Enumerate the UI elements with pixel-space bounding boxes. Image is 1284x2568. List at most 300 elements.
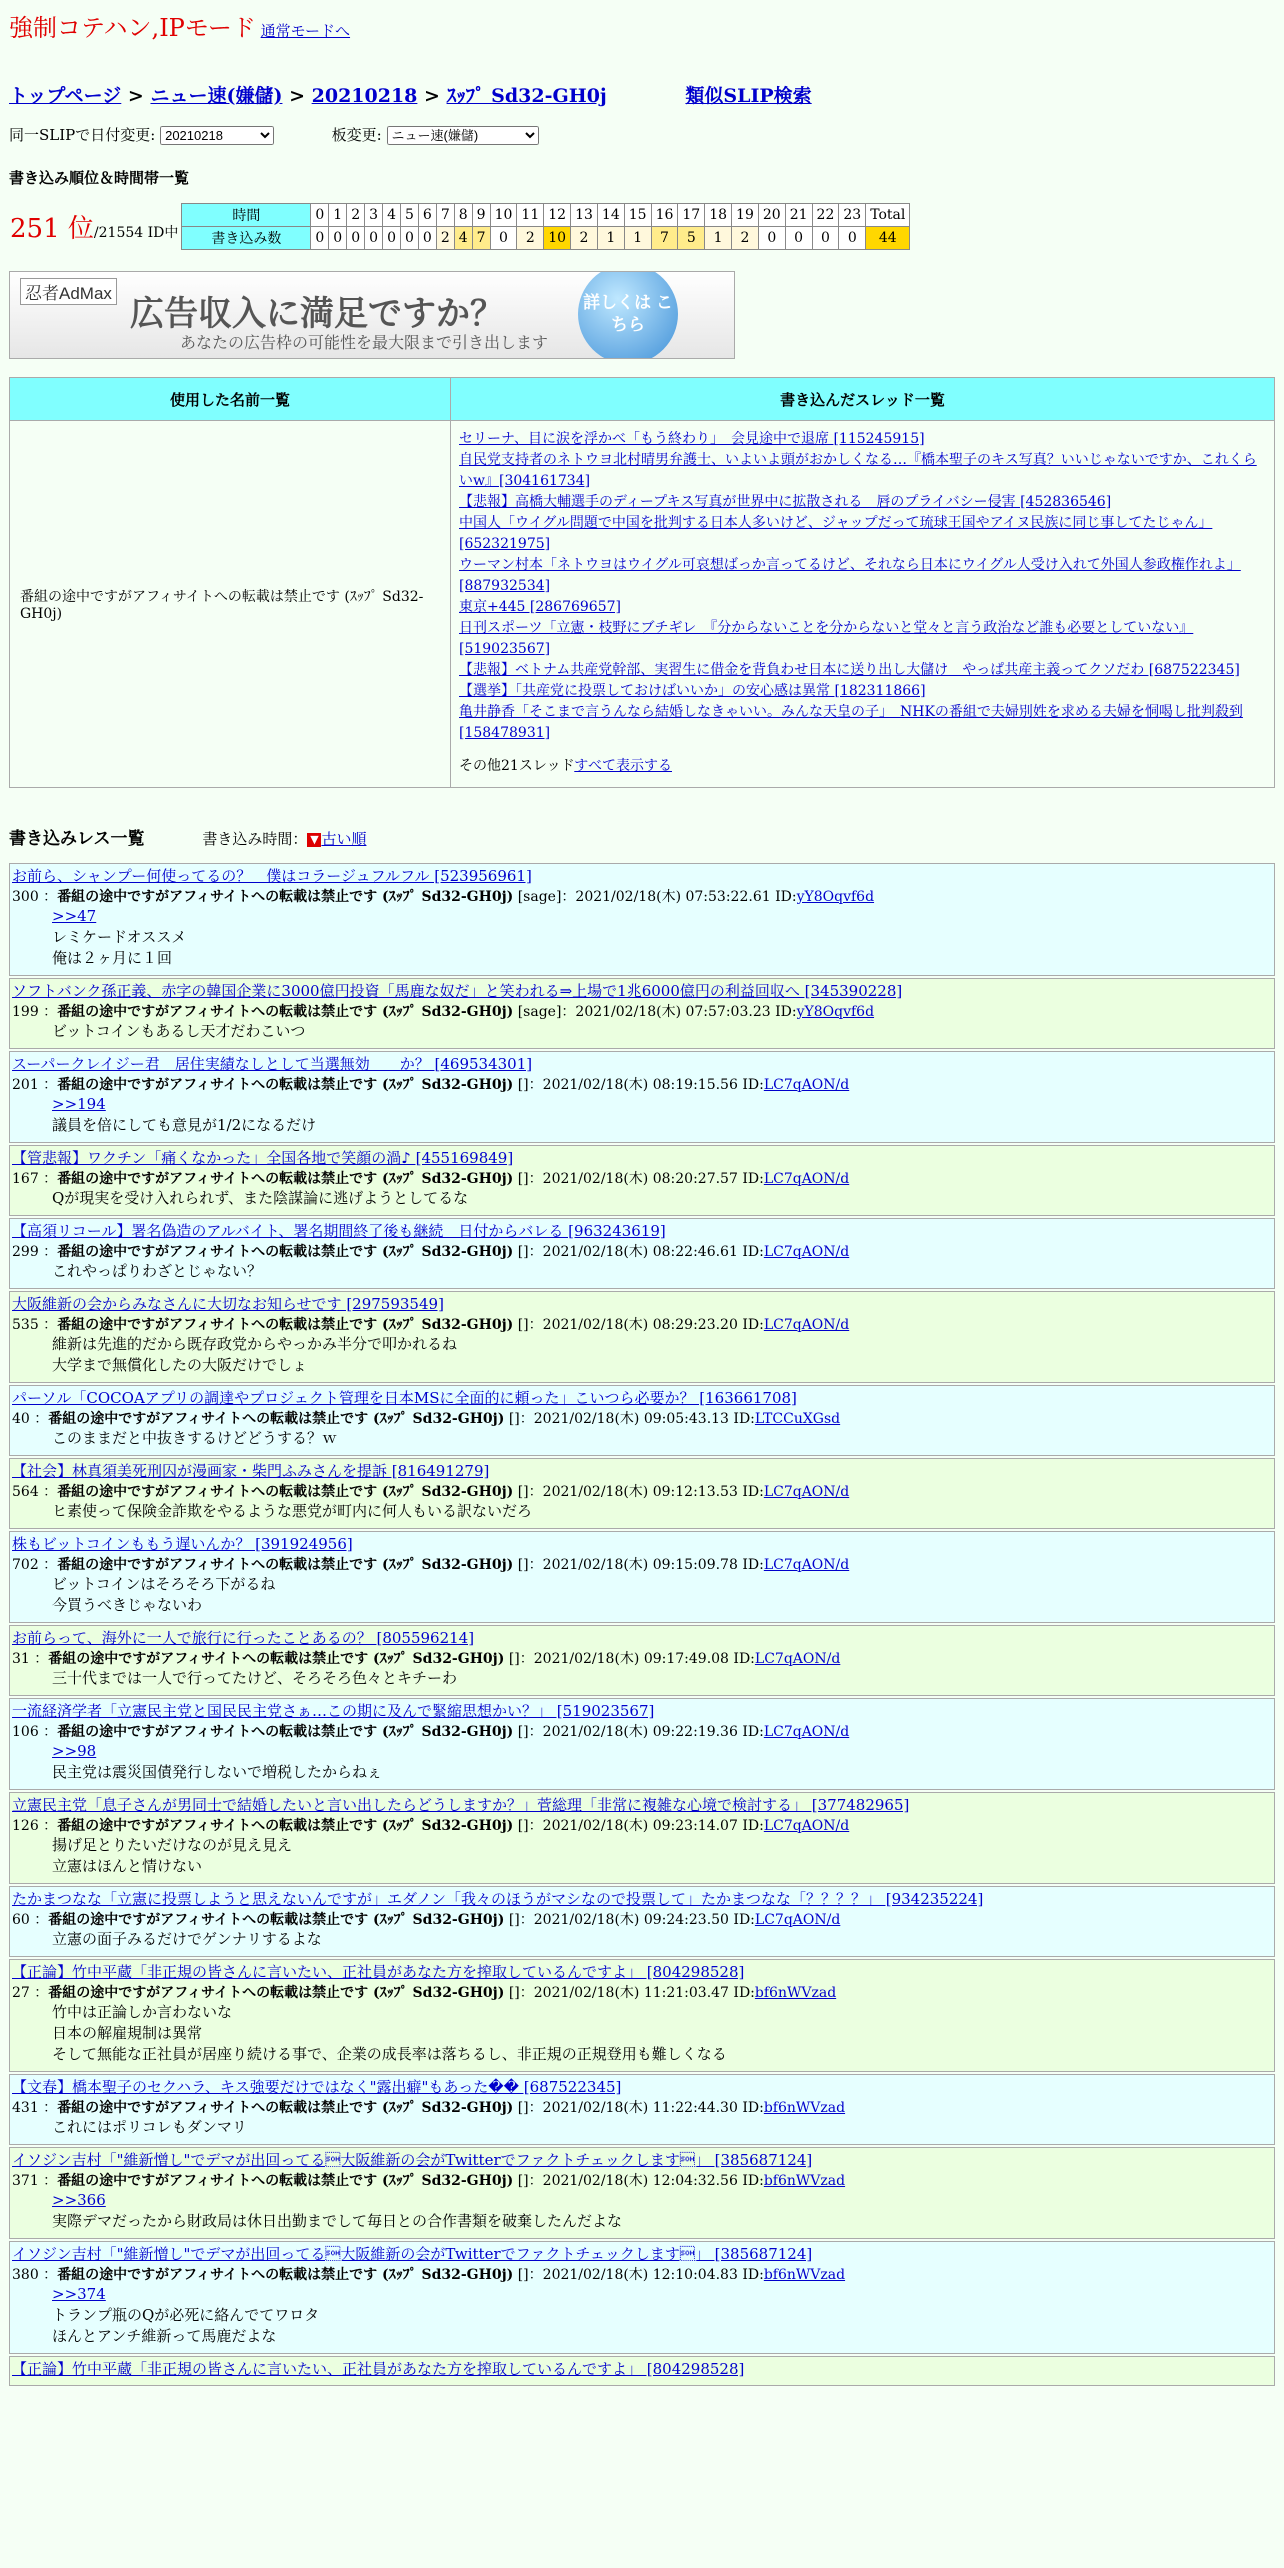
count-cell: 0 [758, 227, 785, 250]
post-item [9, 2147, 1275, 2239]
post-meta: 702 ：番組の途中ですがアフィサイトへの転載は禁止です (ｽｯﾌﾟ Sd32-GH0j) []：2021/02/18(木) 09:15:09.78 ID:LC7qAON/d [12, 1557, 850, 1573]
hourly-table [181, 203, 910, 250]
post-id-label: ID: [742, 1317, 764, 1333]
board-select-label: 板変更: [331, 126, 382, 144]
post-line: レミケードオススメ [52, 928, 187, 946]
show-all-threads-link[interactable]: すべて表示する [574, 758, 672, 774]
post-item [9, 2241, 1275, 2354]
hour-cell: 1 [329, 204, 347, 227]
post-number: 535 [12, 1317, 39, 1333]
post-date: 2021/02/18(木) 09:24:23.50 [533, 1912, 729, 1928]
post-body [12, 2284, 1272, 2347]
ad-subline: あなたの広告枠の可能性を最大限まで引き出します [180, 335, 549, 352]
hour-cell: 7 [436, 204, 454, 227]
breadcrumb-date[interactable]: 20210218 [311, 85, 418, 107]
post-author: 番組の途中ですがアフィサイトへの転載は禁止です (ｽｯﾌﾟ Sd32-GH0j) [48, 1912, 505, 1928]
count-cell: 1 [597, 227, 624, 250]
post-meta: 371 ：番組の途中ですがアフィサイトへの転載は禁止です (ｽｯﾌﾟ Sd32-GH0j) []：2021/02/18(木) 12:04:32.56 ID:bf6nWVzad [12, 2173, 846, 2189]
post-line: ヒ素使って保険金詐欺をやるような悪党が町内に何人もいる訳ないだろ [52, 1502, 533, 1520]
count-cell: 0 [812, 227, 839, 250]
post-id-link[interactable]: yY8Oqvf6d [796, 889, 875, 905]
post-number: 199 [12, 1004, 39, 1020]
post-id-link[interactable]: LC7qAON/d [763, 1171, 850, 1187]
post-id-label: ID: [775, 1004, 797, 1020]
post-item [9, 2074, 1275, 2145]
post-id-label: ID: [742, 1244, 764, 1260]
post-mail: [] [517, 1724, 529, 1740]
post-line: 三十代までは一人で行ってたけど、そろそろ色々とキチーわ [52, 1669, 458, 1687]
post-body [12, 2002, 1272, 2065]
count-cell: 0 [329, 227, 347, 250]
post-id-link[interactable]: LTCCuXGsd [754, 1411, 841, 1427]
post-meta: 60 ：番組の途中ですがアフィサイトへの転載は禁止です (ｽｯﾌﾟ Sd32-GH0j) []：2021/02/18(木) 09:24:23.50 ID:LC7qAON/d [12, 1912, 841, 1928]
breadcrumb-sep: > [289, 85, 305, 107]
post-meta: 380 ：番組の途中ですがアフィサイトへの転載は禁止です (ｽｯﾌﾟ Sd32-GH0j) []：2021/02/18(木) 12:10:04.83 ID:bf6nWVzad [12, 2267, 846, 2283]
post-id-label: ID: [742, 1818, 764, 1834]
post-author: 番組の途中ですがアフィサイトへの転載は禁止です (ｽｯﾌﾟ Sd32-GH0j) [57, 1077, 514, 1093]
ad-details-badge[interactable]: 詳しくは こちら [578, 271, 678, 359]
post-item [9, 1291, 1275, 1383]
hour-cell: 0 [311, 204, 329, 227]
reply-anchor-link[interactable]: >>47 [52, 907, 97, 925]
post-meta: 201 ：番組の途中ですがアフィサイトへの転載は禁止です (ｽｯﾌﾟ Sd32-GH0j) []：2021/02/18(木) 08:19:15.56 ID:LC7qAON/d [12, 1077, 850, 1093]
post-meta: 126 ：番組の途中ですがアフィサイトへの転載は禁止です (ｽｯﾌﾟ Sd32-GH0j) []：2021/02/18(木) 09:23:14.07 ID:LC7qAON/d [12, 1818, 850, 1834]
post-mail: [] [517, 2267, 529, 2283]
post-body [12, 1188, 1272, 1209]
post-list [9, 863, 1275, 2386]
post-thread-link[interactable]: 【管悲報】ワクチン「痛くなかった」全国各地で笑顔の渦♪ [455169849] [12, 1149, 514, 1167]
thread-link[interactable]: 中国人「ウイグル問題で中国を批判する日本人多いけど、ジャップだって琉球王国やアイヌ民族に同じ事してたじゃん」 [652321975] [459, 515, 1213, 552]
post-line: これやっぱりわざとじゃない？ [52, 1262, 263, 1280]
post-item [9, 2356, 1275, 2386]
hour-cell: 21 [785, 204, 812, 227]
post-id-label: ID: [733, 1912, 755, 1928]
breadcrumb [9, 81, 1275, 108]
thread-link[interactable]: 【悲報】ベトナム共産党幹部、実習生に借金を背負わせ日本に送り出し大儲け やっぱ共産主義ってクソだわ [687522345] [459, 662, 1240, 678]
post-id-label: ID: [742, 1557, 764, 1573]
post-time-label: 書き込み時間： [202, 830, 308, 848]
post-id-link[interactable]: LC7qAON/d [754, 1912, 841, 1928]
count-cell: 0 [785, 227, 812, 250]
rank-total: /21554 ID中 [93, 225, 179, 241]
post-body [12, 2190, 1272, 2232]
count-cell: 2 [517, 227, 544, 250]
post-id-link[interactable]: bf6nWVzad [763, 2100, 846, 2116]
post-meta: 31 ：番組の途中ですがアフィサイトへの転載は禁止です (ｽｯﾌﾟ Sd32-GH0j) []：2021/02/18(木) 09:17:49.08 ID:LC7qAON/d [12, 1651, 841, 1667]
thread-link[interactable]: 【選挙】「共産党に投票しておけばいいか」の安心感は異常 [182311866] [459, 683, 926, 699]
post-line: ビットコインもあるし天才だわこいつ [52, 1022, 306, 1040]
thread-link[interactable]: 日刊スポーツ「立憲・枝野にブチギレ 『分からないことを分からないと堂々と言う政治など誰も必要としていない』 [519023567] [459, 620, 1194, 657]
hour-cell: 22 [812, 204, 839, 227]
post-number: 371 [12, 2173, 39, 2189]
post-item [9, 1625, 1275, 1696]
post-item [9, 1051, 1275, 1143]
hour-cell: Total [866, 204, 910, 227]
post-thread-link[interactable]: 一流経済学者「立憲民主党と国民民主党さぁ…この期に及んで緊縮思想かい？」 [519023567] [12, 1702, 655, 1720]
post-number: 40 [12, 1411, 30, 1427]
board-select[interactable] [387, 126, 539, 145]
post-author: 番組の途中ですがアフィサイトへの転載は禁止です (ｽｯﾌﾟ Sd32-GH0j) [48, 1411, 505, 1427]
post-id-label: ID: [742, 1171, 764, 1187]
oldest-first-link[interactable]: 古い順 [321, 830, 367, 848]
post-author: 番組の途中ですがアフィサイトへの転載は禁止です (ｽｯﾌﾟ Sd32-GH0j) [57, 2173, 514, 2189]
post-line: そして無能な正社員が居座り続ける事で、企業の成長率は落ちるし、非正規の正規登用も難しくなる [52, 2045, 727, 2063]
post-mail: [] [517, 1171, 529, 1187]
post-id-link[interactable]: LC7qAON/d [763, 1484, 850, 1500]
post-item [9, 863, 1275, 976]
similar-slip-search-link[interactable]: 類似SLIP検索 [685, 85, 812, 107]
post-id-link[interactable]: LC7qAON/d [763, 1557, 850, 1573]
post-id-link[interactable]: bf6nWVzad [763, 2173, 846, 2189]
reply-anchor-link[interactable]: >>98 [52, 1742, 97, 1760]
post-mail: [] [517, 2100, 529, 2116]
post-number: 564 [12, 1484, 39, 1500]
reply-anchor-link[interactable]: >>366 [52, 2191, 106, 2209]
post-number: 60 [12, 1912, 30, 1928]
post-author: 番組の途中ですがアフィサイトへの転載は禁止です (ｽｯﾌﾟ Sd32-GH0j) [57, 1317, 514, 1333]
time-label: 時間 [182, 204, 311, 227]
post-body [12, 1334, 1272, 1376]
post-item [9, 1698, 1275, 1790]
post-date: 2021/02/18(木) 09:15:09.78 [542, 1557, 738, 1573]
post-mail: [] [508, 1985, 520, 2001]
post-line: 民主党は震災国債発行しないで増税したからねぇ [52, 1763, 383, 1781]
post-mail: [] [517, 1077, 529, 1093]
post-id-label: ID: [742, 2100, 764, 2116]
post-meta: 167 ：番組の途中ですがアフィサイトへの転載は禁止です (ｽｯﾌﾟ Sd32-GH0j) []：2021/02/18(木) 08:20:27.57 ID:LC7qAON/d [12, 1171, 850, 1187]
post-id-link[interactable]: yY8Oqvf6d [796, 1004, 875, 1020]
post-meta: 564 ：番組の途中ですがアフィサイトへの転載は禁止です (ｽｯﾌﾟ Sd32-GH0j) []：2021/02/18(木) 09:12:13.53 ID:LC7qAON/d [12, 1484, 850, 1500]
mode-header [9, 8, 1275, 43]
post-mail: [] [517, 1818, 529, 1834]
post-item [9, 1145, 1275, 1216]
post-thread-link[interactable]: パーソル「COCOAアプリの調達やプロジェクト管理を日本MSに全面的に頼った」こいつら必要か？ [163661708] [12, 1389, 797, 1407]
count-cell: 2 [732, 227, 759, 250]
post-item [9, 1218, 1275, 1289]
post-body [12, 1574, 1272, 1616]
hour-cell: 15 [624, 204, 651, 227]
post-body [12, 1835, 1272, 1877]
post-mail: [] [517, 2173, 529, 2189]
hour-cell: 12 [544, 204, 571, 227]
count-cell: 2 [571, 227, 598, 250]
thread-link[interactable]: 亀井静香「そこまで言うんなら結婚しなきゃいい。みんな天皇の子」 NHKの番組で夫婦別姓を求める夫婦を恫喝し批判殺到 [158478931] [459, 704, 1243, 741]
post-id-label: ID: [733, 1411, 755, 1427]
post-thread-link[interactable]: イソジン吉村「"維新憎し"でデマが出回ってる大阪維新の会がTwitterでファクトチェックします」 [385687124] [12, 2245, 813, 2263]
posts-title: 書き込みレス一覧 [9, 829, 145, 849]
mode-title: 強制コテハン,IPモード [9, 14, 256, 42]
count-cell: 4 [454, 227, 472, 250]
post-number: 299 [12, 1244, 39, 1260]
post-item [9, 1792, 1275, 1884]
count-cell: 0 [490, 227, 517, 250]
post-meta: 40 ：番組の途中ですがアフィサイトへの転載は禁止です (ｽｯﾌﾟ Sd32-GH0j) []：2021/02/18(木) 09:05:43.13 ID:LTCCuXGsd [12, 1411, 841, 1427]
ad-headline: 広告収入に満足ですか？ [130, 295, 504, 333]
post-line: 揚げ足とりたいだけなのが見え見え [52, 1836, 293, 1854]
count-cell: 0 [365, 227, 383, 250]
count-cell: 0 [311, 227, 329, 250]
post-id-link[interactable]: LC7qAON/d [763, 1317, 850, 1333]
post-id-label: ID: [742, 1724, 764, 1740]
thread-link[interactable]: ウーマン村本「ネトウヨはウイグル可哀想ばっか言ってるけど、それなら日本にウイグル人受け入れて外国人参政権作れよ」 [887932534] [459, 557, 1241, 594]
count-cell: 0 [839, 227, 866, 250]
hour-cell: 23 [839, 204, 866, 227]
post-body [12, 1428, 1272, 1449]
post-date: 2021/02/18(木) 12:10:04.83 [542, 2267, 738, 2283]
post-order [202, 830, 366, 848]
post-meta: 199 ：番組の途中ですがアフィサイトへの転載は禁止です (ｽｯﾌﾟ Sd32-GH0j) [sage]：2021/02/18(木) 07:57:03.23 ID:yY8Oqvf6d [12, 1004, 875, 1020]
hour-cell: 18 [705, 204, 732, 227]
post-line: 議員を倍にしても意見が1/2になるだけ [52, 1116, 317, 1134]
thread-link[interactable]: 【悲報】高橋大輔選手のディープキス写真が世界中に拡散される 唇のプライバシー侵害 [452836546] [459, 494, 1112, 510]
post-line: 今買うべきじゃないわ [52, 1596, 203, 1614]
post-date: 2021/02/18(木) 12:04:32.56 [542, 2173, 738, 2189]
post-date: 2021/02/18(木) 09:22:19.36 [542, 1724, 738, 1740]
post-author: 番組の途中ですがアフィサイトへの転載は禁止です (ｽｯﾌﾟ Sd32-GH0j) [57, 1484, 514, 1500]
post-thread-link[interactable]: 立憲民主党「息子さんが男同士で結婚したいと言い出したらどうしますか？」菅総理「非常に複雑な心境で検討する」 [377482965] [12, 1796, 910, 1814]
post-line: 立憲はほんと情けない [52, 1857, 203, 1875]
post-thread-link[interactable]: お前らって、海外に一人で旅行に行ったことあるの？ [805596214] [12, 1629, 475, 1647]
post-mail: [sage] [517, 1004, 562, 1020]
post-mail: [] [517, 1317, 529, 1333]
other-threads-count: その他21スレッド [459, 758, 575, 774]
post-thread-link[interactable]: お前ら、シャンプー何使ってるの？ 僕はコラージュフルフル [523956961] [12, 867, 532, 885]
post-date: 2021/02/18(木) 09:12:13.53 [542, 1484, 738, 1500]
post-thread-link[interactable]: イソジン吉村「"維新憎し"でデマが出回ってる大阪維新の会がTwitterでファクトチェックします」 [385687124] [12, 2151, 813, 2169]
post-meta: 106 ：番組の途中ですがアフィサイトへの転載は禁止です (ｽｯﾌﾟ Sd32-GH0j) []：2021/02/18(木) 09:22:19.36 ID:LC7qAON/d [12, 1724, 850, 1740]
hour-cell: 19 [732, 204, 759, 227]
post-body [12, 1261, 1272, 1282]
other-threads [459, 756, 1266, 777]
post-date: 2021/02/18(木) 07:53:22.61 [575, 889, 771, 905]
post-meta: 431 ：番組の途中ですがアフィサイトへの転載は禁止です (ｽｯﾌﾟ Sd32-GH0j) []：2021/02/18(木) 11:22:44.30 ID:bf6nWVzad [12, 2100, 846, 2116]
post-id-link[interactable]: LC7qAON/d [763, 1818, 850, 1834]
post-body [12, 1741, 1272, 1783]
post-date: 2021/02/18(木) 08:19:15.56 [542, 1077, 738, 1093]
breadcrumb-sep: > [127, 85, 144, 107]
post-item [9, 978, 1275, 1049]
post-item [9, 1886, 1275, 1957]
thread-link[interactable]: 東京+445 [286769657] [459, 599, 621, 615]
hour-cell: 2 [347, 204, 365, 227]
thread-list [451, 421, 1275, 788]
post-id-link[interactable]: LC7qAON/d [763, 1244, 850, 1260]
post-line: Qが現実を受け入れられず、また陰謀論に逃げようとしてるな [52, 1189, 469, 1207]
names-threads-table [9, 377, 1275, 788]
hour-cell: 11 [517, 204, 544, 227]
sort-down-icon: ▼ [307, 833, 321, 847]
post-thread-link[interactable]: 【正論】竹中平蔵「非正規の皆さんに言いたい、正社員があなた方を搾取しているんですよ」 [804298528] [12, 1963, 745, 1981]
post-thread-link[interactable]: 【文春】橋本聖子のセクハラ、キス強要だけではなく"露出癖"もあった�� [687522345] [12, 2078, 622, 2096]
post-id-label: ID: [742, 2173, 764, 2189]
post-thread-link[interactable]: ソフトバンク孫正義、赤字の韓国企業に3000億円投資「馬鹿な奴だ」と笑われる⇒上場で1兆6000億円の利益回収へ [345390228] [12, 982, 903, 1000]
post-date: 2021/02/18(木) 08:29:23.20 [542, 1317, 738, 1333]
post-author: 番組の途中ですがアフィサイトへの転載は禁止です (ｽｯﾌﾟ Sd32-GH0j) [57, 2100, 514, 2116]
post-id-label: ID: [733, 1985, 755, 2001]
post-item [9, 1385, 1275, 1456]
post-date: 2021/02/18(木) 11:21:03.47 [533, 1985, 729, 2001]
post-item [9, 1458, 1275, 1529]
selector-row [9, 124, 1275, 145]
count-total: 44 [866, 227, 910, 250]
post-id-link[interactable]: bf6nWVzad [763, 2267, 846, 2283]
post-author: 番組の途中ですがアフィサイトへの転載は禁止です (ｽｯﾌﾟ Sd32-GH0j) [57, 1724, 514, 1740]
post-author: 番組の途中ですがアフィサイトへの転載は禁止です (ｽｯﾌﾟ Sd32-GH0j) [48, 1651, 505, 1667]
hour-cell: 16 [651, 204, 678, 227]
post-author: 番組の途中ですがアフィサイトへの転載は禁止です (ｽｯﾌﾟ Sd32-GH0j) [57, 1557, 514, 1573]
post-number: 702 [12, 1557, 39, 1573]
post-line: 実際デマだったから財政局は休日出勤までして毎日との合作書類を破棄したんだよな [52, 2212, 623, 2230]
post-author: 番組の途中ですがアフィサイトへの転載は禁止です (ｽｯﾌﾟ Sd32-GH0j) [57, 1244, 514, 1260]
post-thread-link[interactable]: 【正論】竹中平蔵「非正規の皆さんに言いたい、正社員があなた方を搾取しているんですよ」 [804298528] [12, 2360, 745, 2378]
post-mail: [] [517, 1484, 529, 1500]
post-number: 201 [12, 1077, 39, 1093]
hour-cell: 17 [678, 204, 705, 227]
post-id-link[interactable]: LC7qAON/d [763, 1077, 850, 1093]
post-id-label: ID: [742, 1077, 764, 1093]
breadcrumb-slip[interactable]: ｽｯﾌﾟ Sd32-GH0j [446, 85, 607, 107]
post-body [12, 1021, 1272, 1042]
post-meta: 299 ：番組の途中ですがアフィサイトへの転載は禁止です (ｽｯﾌﾟ Sd32-GH0j) []：2021/02/18(木) 08:22:46.61 ID:LC7qAON/d [12, 1244, 850, 1260]
post-line: 立憲の面子みるだけでゲンナリするよな [52, 1930, 322, 1948]
post-id-label: ID: [733, 1651, 755, 1667]
post-author: 番組の途中ですがアフィサイトへの転載は禁止です (ｽｯﾌﾟ Sd32-GH0j) [48, 1985, 505, 2001]
post-line: 大学まで無償化したの大阪だけでしょ [52, 1356, 308, 1374]
hour-cell: 14 [597, 204, 624, 227]
post-id-link[interactable]: LC7qAON/d [763, 1724, 850, 1740]
post-thread-link[interactable]: スーパークレイジー君 居住実績なしとして当選無効 か？ [469534301] [12, 1055, 533, 1073]
date-select[interactable] [160, 126, 274, 145]
count-cell: 0 [418, 227, 436, 250]
used-name: 番組の途中ですがアフィサイトへの転載は禁止です (ｽｯﾌﾟ Sd32-GH0j) [10, 421, 451, 788]
names-column-header: 使用した名前一覧 [10, 378, 451, 421]
post-mail: [] [508, 1411, 520, 1427]
hour-cell: 13 [571, 204, 598, 227]
post-thread-link[interactable]: 【高須リコール】署名偽造のアルバイト、署名期間終了後も継続 日付からバレる [963243619] [12, 1222, 666, 1240]
post-number: 126 [12, 1818, 39, 1834]
count-cell: 2 [436, 227, 454, 250]
post-body [12, 1501, 1272, 1522]
post-author: 番組の途中ですがアフィサイトへの転載は禁止です (ｽｯﾌﾟ Sd32-GH0j) [57, 1171, 514, 1187]
post-author: 番組の途中ですがアフィサイトへの転載は禁止です (ｽｯﾌﾟ Sd32-GH0j) [57, 1818, 514, 1834]
post-thread-link[interactable]: 株もビットコインももう遅いんか？ [391924956] [12, 1535, 353, 1553]
post-mail: [] [508, 1651, 520, 1667]
post-meta: 27 ：番組の途中ですがアフィサイトへの転載は禁止です (ｽｯﾌﾟ Sd32-GH0j) []：2021/02/18(木) 11:21:03.47 ID:bf6nWVzad [12, 1985, 837, 2001]
thread-link[interactable]: セリーナ、目に涙を浮かべ「もう終わり」 会見途中で退席 [115245915] [459, 431, 925, 447]
post-date: 2021/02/18(木) 09:17:49.08 [533, 1651, 729, 1667]
ad-logo: 忍者AdMax [20, 278, 117, 305]
post-body [12, 1929, 1272, 1950]
count-cell: 7 [651, 227, 678, 250]
threads-column-header: 書き込んだスレッド一覧 [451, 378, 1275, 421]
post-date: 2021/02/18(木) 08:22:46.61 [542, 1244, 738, 1260]
post-id-label: ID: [775, 889, 797, 905]
posts-header [9, 824, 1275, 849]
reply-anchor-link[interactable]: >>374 [52, 2285, 106, 2303]
post-date: 2021/02/18(木) 08:20:27.57 [542, 1171, 738, 1187]
post-number: 167 [12, 1171, 39, 1187]
post-id-label: ID: [742, 2267, 764, 2283]
post-line: 俺は２ヶ月に１回 [52, 949, 173, 967]
hour-cell: 8 [454, 204, 472, 227]
post-line: ほんとアンチ維新って馬鹿だよな [52, 2327, 277, 2345]
ranking-heading: 書き込み順位＆時間帯一覧 [9, 169, 190, 187]
post-body [12, 1094, 1272, 1136]
post-line: 維新は先進的だから既存政党からやっかみ半分で叩かれるね [52, 1335, 458, 1353]
date-select-label: 同一SLIPで日付変更: [9, 126, 156, 144]
post-thread-link[interactable]: たかまつなな「立憲に投票しようと思えないんですが」エダノン「我々のほうがマシなので投票して」たかまつなな「？？？？」 [934235224] [12, 1890, 984, 1908]
post-line: これにはポリコレもダンマリ [52, 2118, 247, 2136]
ranking-table [9, 202, 911, 251]
post-mail: [] [517, 1557, 529, 1573]
post-item [9, 1959, 1275, 2072]
breadcrumb-board[interactable]: ニュー速(嫌儲) [150, 85, 283, 107]
count-cell: 1 [705, 227, 732, 250]
post-meta: 300 ：番組の途中ですがアフィサイトへの転載は禁止です (ｽｯﾌﾟ Sd32-GH0j) [sage]：2021/02/18(木) 07:53:22.61 ID:yY8Oqvf6d [12, 889, 875, 905]
post-line: このままだと中抜きするけどどうする？ｗ [52, 1429, 338, 1447]
breadcrumb-top[interactable]: トップページ [9, 85, 122, 107]
post-number: 380 [12, 2267, 39, 2283]
post-author: 番組の途中ですがアフィサイトへの転載は禁止です (ｽｯﾌﾟ Sd32-GH0j) [57, 1004, 514, 1020]
post-line: 竹中は正論しか言わないな [52, 2003, 233, 2021]
post-date: 2021/02/18(木) 07:57:03.23 [575, 1004, 771, 1020]
post-body [12, 906, 1272, 969]
count-label: 書き込み数 [182, 227, 311, 250]
rank-info [9, 202, 180, 251]
post-body [12, 2117, 1272, 2138]
post-date: 2021/02/18(木) 09:23:14.07 [542, 1818, 738, 1834]
post-line: ビットコインはそろそろ下がるね [52, 1575, 276, 1593]
hour-cell: 5 [400, 204, 418, 227]
post-id-link[interactable]: LC7qAON/d [754, 1651, 841, 1667]
post-line: 日本の解雇規制は異常 [52, 2024, 203, 2042]
post-mail: [] [508, 1912, 520, 1928]
count-cell: 0 [400, 227, 418, 250]
post-id-link[interactable]: bf6nWVzad [754, 1985, 837, 2001]
post-author: 番組の途中ですがアフィサイトへの転載は禁止です (ｽｯﾌﾟ Sd32-GH0j) [57, 889, 514, 905]
post-meta: 535 ：番組の途中ですがアフィサイトへの転載は禁止です (ｽｯﾌﾟ Sd32-GH0j) []：2021/02/18(木) 08:29:23.20 ID:LC7qAON/d [12, 1317, 850, 1333]
post-number: 27 [12, 1985, 30, 2001]
post-id-label: ID: [742, 1484, 764, 1500]
normal-mode-link[interactable]: 通常モードへ [260, 22, 351, 40]
post-mail: [sage] [517, 889, 562, 905]
post-thread-link[interactable]: 【社会】林真須美死刑囚が漫画家・柴門ふみさんを提訴 [816491279] [12, 1462, 490, 1480]
post-date: 2021/02/18(木) 11:22:44.30 [542, 2100, 738, 2116]
post-thread-link[interactable]: 大阪維新の会からみなさんに大切なお知らせです [297593549] [12, 1295, 444, 1313]
hour-cell: 9 [472, 204, 490, 227]
hour-cell: 20 [758, 204, 785, 227]
post-number: 31 [12, 1651, 30, 1667]
post-number: 300 [12, 889, 39, 905]
post-item [9, 1531, 1275, 1623]
post-mail: [] [517, 1244, 529, 1260]
hour-cell: 4 [383, 204, 401, 227]
count-cell: 0 [383, 227, 401, 250]
ad-banner[interactable] [9, 271, 735, 359]
breadcrumb-sep: > [424, 85, 440, 107]
hour-cell: 10 [490, 204, 517, 227]
reply-anchor-link[interactable]: >>194 [52, 1095, 106, 1113]
post-number: 431 [12, 2100, 39, 2116]
post-number: 106 [12, 1724, 39, 1740]
post-line: トランプ瓶のQが必死に絡んでてワロタ [52, 2306, 320, 2324]
rank-number: 251 位 [10, 214, 94, 244]
thread-link[interactable]: 自民党支持者のネトウヨ北村晴男弁護士、いよいよ頭がおかしくなる…『橋本聖子のキス写真？いいじゃないですか、これくらいw』[304161734] [459, 452, 1257, 489]
hour-cell: 6 [418, 204, 436, 227]
post-date: 2021/02/18(木) 09:05:43.13 [533, 1411, 729, 1427]
post-author: 番組の途中ですがアフィサイトへの転載は禁止です (ｽｯﾌﾟ Sd32-GH0j) [57, 2267, 514, 2283]
count-cell: 10 [544, 227, 571, 250]
